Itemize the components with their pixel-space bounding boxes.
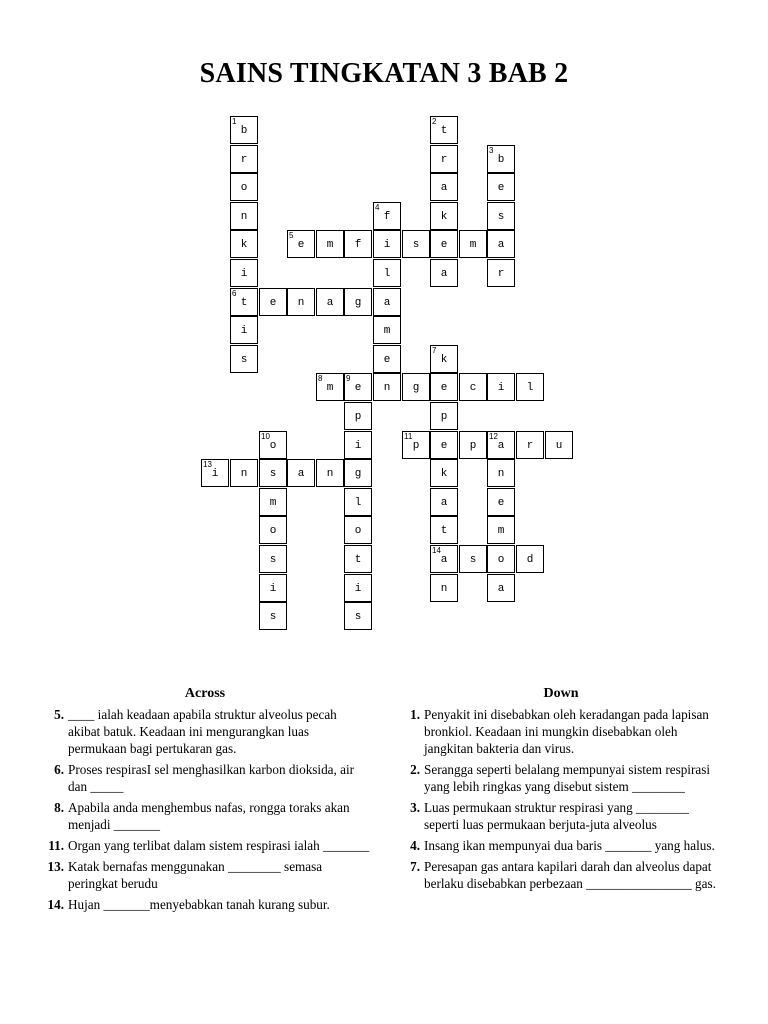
crossword-cell[interactable]	[316, 230, 344, 258]
crossword-cell[interactable]	[373, 288, 401, 316]
crossword-cell[interactable]	[373, 202, 401, 230]
crossword-cell[interactable]	[230, 116, 258, 144]
crossword-cell[interactable]	[487, 516, 515, 544]
cell-letter: s	[269, 468, 277, 480]
clue-text: Peresapan gas antara kapilari darah dan alveolus dapat berlaku disebabkan perbezaan ________________ gas.	[424, 859, 716, 891]
crossword-cell[interactable]	[373, 259, 401, 287]
cell-letter: o	[269, 525, 277, 537]
cell-letter: i	[497, 382, 505, 394]
cell-letter: k	[440, 354, 448, 366]
cell-letter: m	[269, 497, 277, 509]
down-clue	[396, 858, 726, 892]
down-clue	[396, 837, 726, 854]
clue-number: 8	[318, 374, 323, 383]
clue-text: Serangga seperti belalang mempunyai sistem respirasi yang lebih ringkas yang disebut sistem ________	[424, 762, 711, 794]
cell-letter: c	[469, 382, 477, 394]
crossword-cell[interactable]	[430, 202, 458, 230]
cell-letter: i	[269, 583, 277, 595]
crossword-cell[interactable]	[545, 431, 573, 459]
crossword-cell[interactable]	[344, 431, 372, 459]
crossword-cell[interactable]	[259, 516, 287, 544]
crossword-cell[interactable]	[259, 431, 287, 459]
crossword-cell[interactable]	[459, 373, 487, 401]
cell-letter: i	[240, 325, 248, 337]
clue-text: Proses respirasI sel menghasilkan karbon dioksida, air dan _____	[68, 762, 355, 794]
crossword-cell[interactable]	[230, 173, 258, 201]
crossword-cell[interactable]	[402, 431, 430, 459]
cell-letter: m	[326, 382, 334, 394]
cell-letter: b	[240, 125, 248, 137]
cell-letter: s	[497, 211, 505, 223]
down-clue-list	[396, 706, 726, 892]
crossword-cell[interactable]	[259, 545, 287, 573]
cell-letter: e	[497, 182, 505, 194]
clue-number: 3	[489, 146, 494, 155]
crossword-cell[interactable]	[402, 373, 430, 401]
clue-text: Organ yang terlibat dalam sistem respirasi ialah _______	[68, 838, 370, 853]
across-clue	[40, 799, 370, 833]
crossword-cell[interactable]	[230, 145, 258, 173]
cell-letter: s	[240, 354, 248, 366]
cell-letter: a	[497, 239, 505, 251]
cell-letter: i	[354, 440, 362, 452]
crossword-cell[interactable]	[259, 288, 287, 316]
cell-letter: i	[383, 239, 391, 251]
crossword-cell[interactable]	[373, 373, 401, 401]
cell-letter: l	[354, 497, 362, 509]
cell-letter: e	[497, 497, 505, 509]
cell-letter: a	[440, 497, 448, 509]
cell-letter: t	[354, 554, 362, 566]
cell-letter: o	[497, 554, 505, 566]
crossword-cell[interactable]	[373, 316, 401, 344]
crossword-cell[interactable]	[430, 116, 458, 144]
crossword-cell[interactable]	[344, 574, 372, 602]
crossword-cell[interactable]	[487, 459, 515, 487]
cell-letter: m	[326, 239, 334, 251]
clue-num: 11.	[48, 838, 64, 853]
clue-text: Katak bernafas menggunakan ________ semasa peringkat berudu	[68, 859, 323, 891]
across-clue	[40, 837, 370, 854]
crossword-cell[interactable]	[230, 345, 258, 373]
crossword-cell[interactable]	[373, 345, 401, 373]
crossword-cell[interactable]	[487, 259, 515, 287]
crossword-cell[interactable]	[430, 459, 458, 487]
cell-letter: g	[412, 382, 420, 394]
clue-num: 1.	[410, 707, 420, 722]
crossword-cell[interactable]	[316, 459, 344, 487]
cell-letter: p	[354, 411, 362, 423]
crossword-cell[interactable]	[402, 230, 430, 258]
crossword-cell[interactable]	[430, 173, 458, 201]
cell-letter: a	[440, 554, 448, 566]
crossword-cell[interactable]	[344, 488, 372, 516]
crossword-cell[interactable]	[201, 459, 229, 487]
cell-letter: e	[269, 297, 277, 309]
cell-letter: n	[383, 382, 391, 394]
crossword-cell[interactable]	[344, 602, 372, 630]
cell-letter: a	[440, 182, 448, 194]
crossword-cell[interactable]	[344, 230, 372, 258]
cell-letter: e	[297, 239, 305, 251]
cell-letter: s	[269, 611, 277, 623]
clue-number: 11	[404, 432, 413, 441]
crossword-cell[interactable]	[430, 373, 458, 401]
cell-letter: a	[440, 268, 448, 280]
clue-num: 5.	[54, 707, 64, 722]
clue-num: 6.	[54, 762, 64, 777]
crossword-cell[interactable]	[344, 459, 372, 487]
down-clue	[396, 761, 726, 795]
cell-letter: t	[440, 525, 448, 537]
cell-letter: i	[211, 468, 219, 480]
cell-letter: k	[240, 239, 248, 251]
down-clue	[396, 706, 726, 757]
cell-letter: r	[497, 268, 505, 280]
crossword-cell[interactable]	[230, 316, 258, 344]
clue-text: Hujan _______menyebabkan tanah kurang subur.	[68, 897, 330, 912]
crossword-cell[interactable]	[487, 545, 515, 573]
crossword-cell[interactable]	[430, 345, 458, 373]
page-title: SAINS TINGKATAN 3 BAB 2	[199, 58, 569, 89]
cell-letter: n	[497, 468, 505, 480]
clue-num: 3.	[410, 800, 420, 815]
cell-letter: d	[526, 554, 534, 566]
cell-letter: b	[497, 154, 505, 166]
clue-num: 4.	[410, 838, 420, 853]
crossword-cell[interactable]	[487, 145, 515, 173]
clue-number: 9	[346, 374, 351, 383]
across-clue	[40, 706, 370, 757]
across-clue-list	[40, 706, 370, 913]
clue-number: 6	[232, 289, 237, 298]
clue-text: Insang ikan mempunyai dua baris _______ yang halus.	[424, 838, 715, 853]
clue-num: 14.	[47, 897, 64, 912]
crossword-cell[interactable]	[344, 516, 372, 544]
clue-number: 4	[375, 203, 380, 212]
cell-letter: m	[469, 239, 477, 251]
clue-text: Penyakit ini disebabkan oleh keradangan pada lapisan bronkiol. Keadaan ini mungkin disebabkan oleh jangkitan bakteria dan virus.	[424, 707, 709, 756]
crossword-cell[interactable]	[430, 488, 458, 516]
cell-letter: g	[354, 468, 362, 480]
clue-number: 5	[289, 231, 294, 240]
clue-text: Apabila anda menghembus nafas, rongga toraks akan menjadi _______	[68, 800, 350, 832]
crossword-cell[interactable]	[259, 488, 287, 516]
crossword-cell[interactable]	[430, 230, 458, 258]
cell-letter: s	[469, 554, 477, 566]
cell-letter: a	[497, 583, 505, 595]
cell-letter: n	[440, 583, 448, 595]
cell-letter: r	[440, 154, 448, 166]
cell-letter: n	[326, 468, 334, 480]
cell-letter: a	[383, 297, 391, 309]
crossword-cell[interactable]	[259, 574, 287, 602]
crossword-cell[interactable]	[430, 259, 458, 287]
cell-letter: s	[412, 239, 420, 251]
crossword-cell[interactable]	[487, 488, 515, 516]
cell-letter: l	[383, 268, 391, 280]
crossword-cell[interactable]	[316, 288, 344, 316]
clue-number: 10	[261, 432, 270, 441]
cell-letter: i	[240, 268, 248, 280]
cell-letter: r	[240, 154, 248, 166]
crossword-cell[interactable]	[459, 230, 487, 258]
cell-letter: o	[354, 525, 362, 537]
cell-letter: a	[326, 297, 334, 309]
crossword-cell[interactable]	[430, 431, 458, 459]
cell-letter: s	[269, 554, 277, 566]
cell-letter: t	[440, 125, 448, 137]
crossword-cell[interactable]	[344, 373, 372, 401]
cell-letter: n	[297, 297, 305, 309]
crossword-cell[interactable]	[430, 402, 458, 430]
crossword-cell[interactable]	[344, 545, 372, 573]
crossword-cell[interactable]	[287, 288, 315, 316]
across-clue	[40, 896, 370, 913]
crossword-cell[interactable]	[516, 373, 544, 401]
crossword-cell[interactable]	[230, 202, 258, 230]
cell-letter: i	[354, 583, 362, 595]
clue-number: 2	[432, 117, 437, 126]
crossword-cell[interactable]	[459, 431, 487, 459]
crossword-cell[interactable]	[259, 602, 287, 630]
cell-letter: e	[354, 382, 362, 394]
cell-letter: e	[440, 239, 448, 251]
crossword-cell[interactable]	[230, 230, 258, 258]
cell-letter: o	[269, 440, 277, 452]
cell-letter: t	[240, 297, 248, 309]
crossword-cell[interactable]	[430, 574, 458, 602]
crossword-cell[interactable]	[430, 516, 458, 544]
crossword-cell[interactable]	[344, 402, 372, 430]
clue-number: 12	[489, 432, 498, 441]
cell-letter: p	[469, 440, 477, 452]
cell-letter: l	[526, 382, 534, 394]
down-clue	[396, 799, 726, 833]
crossword-cell[interactable]	[373, 230, 401, 258]
clue-number: 7	[432, 346, 437, 355]
crossword-cell[interactable]	[430, 545, 458, 573]
cell-letter: a	[297, 468, 305, 480]
crossword-cell[interactable]	[516, 545, 544, 573]
cell-letter: p	[440, 411, 448, 423]
crossword-cell[interactable]	[487, 230, 515, 258]
cell-letter: e	[383, 354, 391, 366]
clue-text: ____ ialah keadaan apabila struktur alveolus pecah akibat batuk. Keadaan ini mengurangkan luas permukaan bagi pertukaran gas.	[68, 707, 337, 756]
crossword-cell[interactable]	[259, 459, 287, 487]
across-clue	[40, 858, 370, 892]
across-clue	[40, 761, 370, 795]
cell-letter: o	[240, 182, 248, 194]
cell-letter: e	[440, 440, 448, 452]
crossword-cell[interactable]	[487, 373, 515, 401]
crossword-cell[interactable]	[487, 574, 515, 602]
clue-text: Luas permukaan struktur respirasi yang ________ seperti luas permukaan berjuta-juta alveolus	[424, 800, 689, 832]
cell-letter: e	[440, 382, 448, 394]
cell-letter: m	[497, 525, 505, 537]
crossword-cell[interactable]	[316, 373, 344, 401]
cell-letter: n	[240, 468, 248, 480]
crossword-cell[interactable]	[516, 431, 544, 459]
clue-num: 8.	[54, 800, 64, 815]
down-clues	[396, 685, 726, 896]
cell-letter: r	[526, 440, 534, 452]
cell-letter: k	[440, 468, 448, 480]
cell-letter: u	[555, 440, 563, 452]
cell-letter: f	[383, 211, 391, 223]
cell-letter: f	[354, 239, 362, 251]
cell-letter: g	[354, 297, 362, 309]
clue-num: 2.	[410, 762, 420, 777]
cell-letter: m	[383, 325, 391, 337]
cell-letter: s	[354, 611, 362, 623]
cell-letter: a	[497, 440, 505, 452]
crossword-cell[interactable]	[230, 288, 258, 316]
cell-letter: n	[240, 211, 248, 223]
down-heading: Down	[543, 686, 579, 701]
crossword-cell[interactable]	[487, 173, 515, 201]
clue-number: 1	[232, 117, 237, 126]
cell-letter: k	[440, 211, 448, 223]
crossword-cell[interactable]	[459, 545, 487, 573]
crossword-cell[interactable]	[287, 230, 315, 258]
cell-letter: p	[412, 440, 420, 452]
clue-number: 13	[203, 460, 212, 469]
across-heading: Across	[184, 686, 226, 701]
clue-number: 14	[432, 546, 441, 555]
clue-num: 7.	[410, 859, 420, 874]
crossword-cell[interactable]	[487, 202, 515, 230]
crossword-cell[interactable]	[230, 259, 258, 287]
crossword-cell[interactable]	[487, 431, 515, 459]
across-clues	[40, 685, 370, 917]
crossword-cell[interactable]	[230, 459, 258, 487]
clue-num: 13.	[47, 859, 64, 874]
crossword-cell[interactable]	[430, 145, 458, 173]
crossword-cell[interactable]	[344, 288, 372, 316]
crossword-cell[interactable]	[287, 459, 315, 487]
